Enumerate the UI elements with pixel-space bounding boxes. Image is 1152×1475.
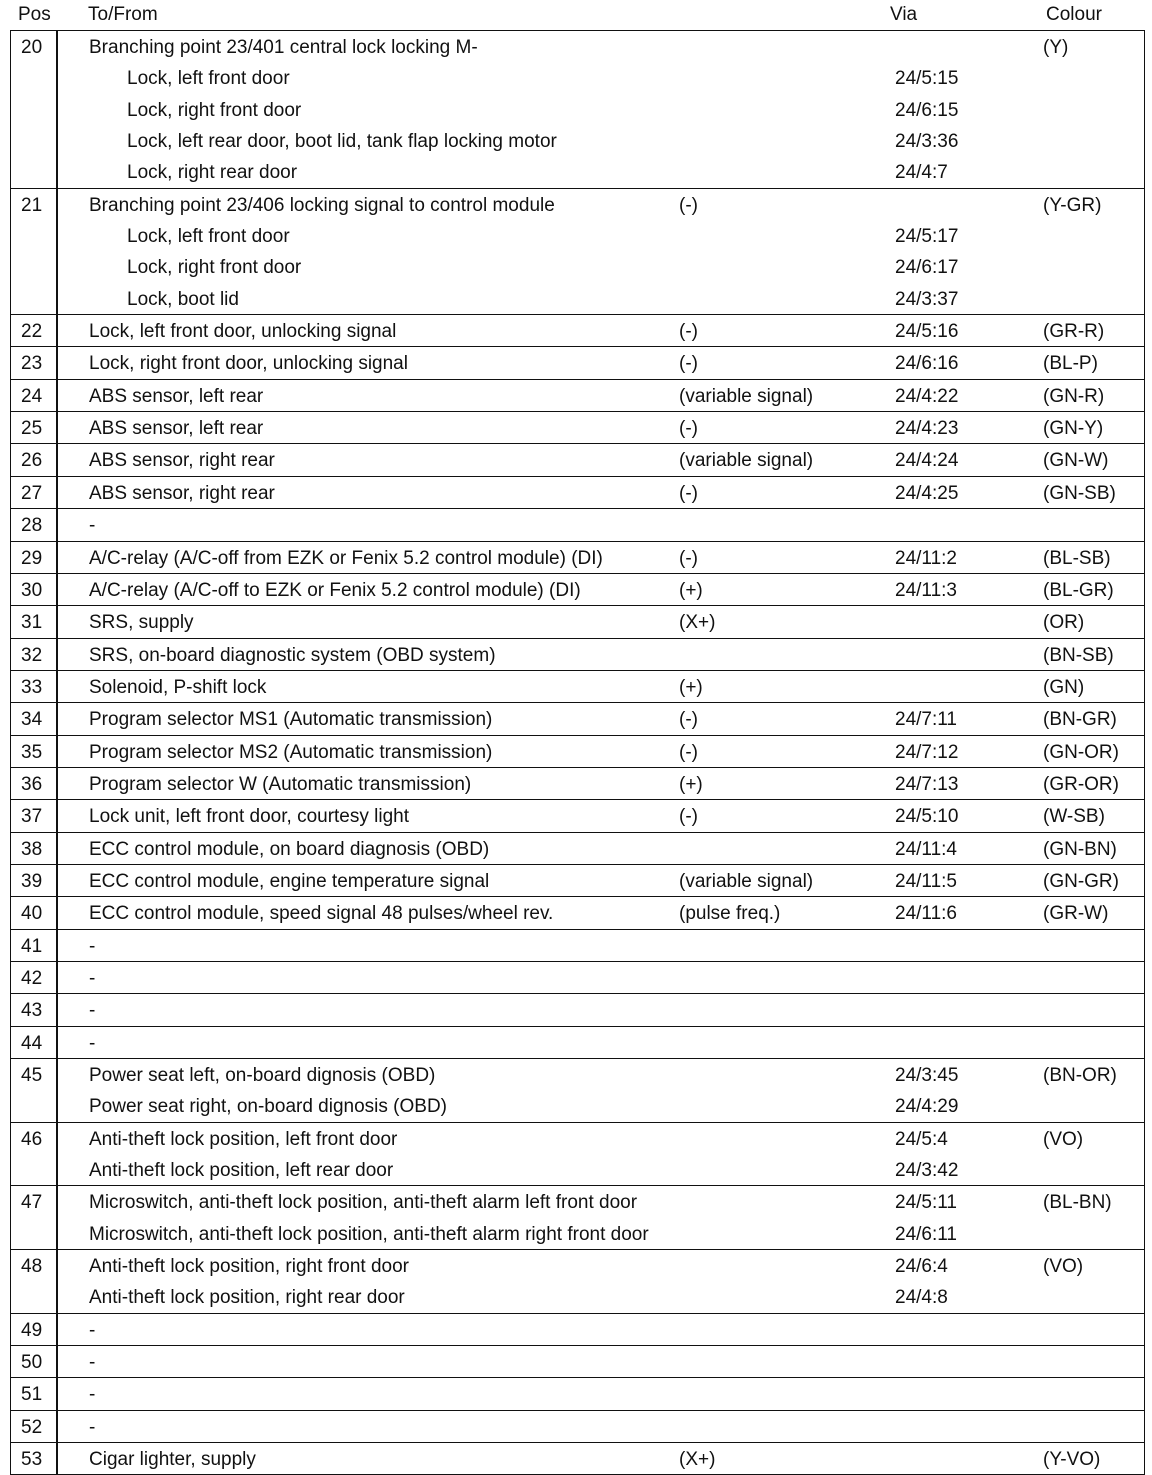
pos-cell: 43 [21,1000,43,1022]
table-row [10,477,1145,509]
row-line [11,606,1144,637]
via-cell: 24/11:3 [895,579,957,601]
table-row [10,736,1145,768]
via-cell: 24/3:36 [895,131,959,153]
row-line [11,1443,1144,1474]
table-row [10,962,1145,994]
to-from-cell: - [89,967,96,989]
signal-cell: (-) [679,741,698,763]
pos-cell: 42 [21,967,43,989]
row-line [11,671,1144,702]
table-row [10,347,1145,379]
to-from-cell: - [89,1416,96,1438]
table-row [10,542,1145,574]
table-row [10,639,1145,671]
table-row [10,1346,1145,1378]
to-from-cell: Lock, right front door [127,99,302,121]
header-to-from: To/From [88,4,158,25]
to-from-cell: Power seat left, on-board dignosis (OBD) [89,1065,436,1086]
to-from-cell: Lock, left front door, unlocking signal [89,321,397,343]
table-row [10,703,1145,735]
signal-cell: (X+) [679,612,716,634]
row-line [11,930,1144,961]
via-cell: 24/11:4 [895,838,957,860]
signal-cell: (-) [679,482,698,504]
colour-cell: (Y-GR) [1043,194,1102,216]
table-row [10,800,1145,832]
table-row [10,994,1145,1026]
colour-cell: (GN) [1043,676,1085,698]
pos-cell: 46 [21,1128,43,1150]
pos-cell: 29 [21,547,43,569]
colour-cell: (GN-SB) [1043,482,1116,504]
via-cell: 24/4:22 [895,385,959,407]
pos-cell: 33 [21,676,43,698]
colour-cell: (BL-SB) [1043,547,1111,569]
colour-cell: (GN-OR) [1043,741,1119,763]
to-from-cell: ABS sensor, left rear [89,385,264,407]
to-from-cell: Anti-theft lock position, right front door [89,1256,409,1278]
via-cell: 24/6:17 [895,257,959,279]
row-line [11,1411,1144,1442]
signal-cell: (+) [679,579,703,601]
via-cell: 24/4:7 [895,162,948,184]
to-from-cell: Lock, right front door, unlocking signal [89,353,408,375]
colour-cell: (VO) [1043,1128,1084,1150]
colour-cell: (BL-BN) [1043,1192,1112,1214]
via-cell: 24/5:16 [895,321,959,343]
pos-cell: 22 [21,321,43,343]
header-colour: Colour [1046,4,1102,25]
row-line [11,1027,1144,1058]
pos-cell: 34 [21,709,43,731]
colour-cell: (BN-OR) [1043,1065,1117,1086]
to-from-cell: - [89,1000,96,1022]
via-cell: 24/5:4 [895,1128,948,1150]
table-row [10,30,1145,189]
row-line [11,639,1144,670]
colour-cell: (Y-VO) [1043,1449,1101,1471]
pos-cell: 20 [21,37,43,58]
to-from-cell: Lock unit, left front door, courtesy light [89,806,410,828]
signal-cell: (-) [679,806,698,828]
row-line [11,1186,1144,1217]
signal-cell: (variable signal) [679,450,814,472]
table-row [10,1027,1145,1059]
row-line [11,94,1144,125]
row-line [11,897,1144,928]
row-line [11,509,1144,540]
signal-cell: (-) [679,194,698,216]
to-from-cell: ABS sensor, right rear [89,482,275,504]
to-from-cell: Lock, left front door [127,68,290,90]
row-line [11,412,1144,443]
header-via: Via [890,4,918,25]
to-from-cell: Power seat right, on-board dignosis (OBD) [89,1096,447,1118]
colour-cell: (GN-Y) [1043,418,1104,440]
via-cell: 24/11:2 [895,547,957,569]
via-cell: 24/7:13 [895,773,959,795]
pos-cell: 41 [21,935,43,957]
colour-cell: (GN-R) [1043,385,1105,407]
table-row [10,930,1145,962]
to-from-cell: - [89,935,96,957]
via-cell: 24/6:4 [895,1256,948,1278]
signal-cell: (variable signal) [679,870,814,892]
to-from-cell: - [89,515,96,537]
pos-cell: 51 [21,1384,43,1406]
row-line [11,189,1144,220]
row-line [11,62,1144,93]
via-cell: 24/5:10 [895,806,959,828]
table-row [10,671,1145,703]
pos-cell: 38 [21,838,43,860]
signal-cell: (pulse freq.) [679,903,781,925]
pos-cell: 37 [21,806,43,828]
colour-cell: (VO) [1043,1256,1084,1278]
colour-cell: (GR-R) [1043,321,1105,343]
table-row [10,189,1145,315]
colour-cell: (GR-OR) [1043,773,1119,795]
row-line [11,703,1144,734]
table-row [10,412,1145,444]
to-from-cell: - [89,1319,96,1341]
row-line [11,1346,1144,1377]
table-row [10,865,1145,897]
via-cell: 24/6:16 [895,353,959,375]
row-line [11,736,1144,767]
pos-cell: 45 [21,1065,43,1086]
via-cell: 24/4:23 [895,418,959,440]
pos-cell: 24 [21,385,43,407]
row-line [11,833,1144,864]
row-line [11,380,1144,411]
to-from-cell: - [89,1352,96,1374]
to-from-cell: Anti-theft lock position, right rear door [89,1287,405,1309]
colour-cell: (GN-GR) [1043,870,1119,892]
row-line [11,800,1144,831]
signal-cell: (+) [679,773,703,795]
table-row [10,444,1145,476]
colour-cell: (GR-W) [1043,903,1109,925]
pos-cell: 23 [21,353,43,375]
signal-cell: (-) [679,418,698,440]
via-cell: 24/4:29 [895,1096,959,1118]
row-line [11,1154,1144,1185]
table-row [10,1186,1145,1250]
row-line [11,1378,1144,1409]
signal-cell: (+) [679,676,703,698]
pos-cell: 36 [21,773,43,795]
pos-cell: 53 [21,1449,43,1471]
signal-cell: (-) [679,353,698,375]
row-line [11,1218,1144,1249]
to-from-cell: Anti-theft lock position, left front door [89,1128,398,1150]
signal-cell: (-) [679,321,698,343]
pos-cell: 39 [21,870,43,892]
to-from-cell: Program selector MS1 (Automatic transmission) [89,709,493,731]
pos-cell: 52 [21,1416,43,1438]
row-line [11,962,1144,993]
signal-cell: (X+) [679,1449,716,1471]
via-cell: 24/11:6 [895,903,957,925]
to-from-cell: Cigar lighter, supply [89,1449,256,1471]
to-from-cell: Microswitch, anti-theft lock position, anti-theft alarm left front door [89,1192,638,1214]
to-from-cell: Program selector W (Automatic transmission) [89,773,472,795]
via-cell: 24/6:11 [895,1223,957,1245]
pos-cell: 50 [21,1352,43,1374]
to-from-cell: ABS sensor, right rear [89,450,275,472]
to-from-cell: SRS, on-board diagnostic system (OBD system) [89,644,496,666]
pos-cell: 31 [21,612,43,634]
via-cell: 24/3:42 [895,1160,959,1182]
row-line [11,768,1144,799]
to-from-cell: Microswitch, anti-theft lock position, anti-theft alarm right front door [89,1223,649,1245]
table-row [10,897,1145,929]
row-line [11,477,1144,508]
colour-cell: (Y) [1043,37,1069,58]
via-cell: 24/3:37 [895,288,959,310]
row-line [11,347,1144,378]
via-cell: 24/5:15 [895,68,959,90]
pos-cell: 26 [21,450,43,472]
row-line [11,31,1144,62]
table-row [10,1443,1145,1475]
table-row [10,606,1145,638]
pos-cell: 40 [21,903,43,925]
via-cell: 24/4:8 [895,1287,948,1309]
colour-cell: (W-SB) [1043,806,1105,828]
to-from-cell: SRS, supply [89,612,194,634]
colour-cell: (BL-GR) [1043,579,1114,601]
pos-cell: 21 [21,194,43,216]
to-from-cell: Anti-theft lock position, left rear door [89,1160,394,1182]
table-row [10,1411,1145,1443]
row-line [11,865,1144,896]
row-line [11,1090,1144,1121]
table-row [10,1314,1145,1346]
to-from-cell: ABS sensor, left rear [89,418,264,440]
colour-cell: (BN-GR) [1043,709,1117,731]
table-row [10,574,1145,606]
row-line [11,1059,1144,1090]
to-from-cell: ECC control module, speed signal 48 pulses/wheel rev. [89,903,554,925]
row-line [11,251,1144,282]
to-from-cell: - [89,1384,96,1406]
to-from-cell: Solenoid, P-shift lock [89,676,267,698]
pos-cell: 30 [21,579,43,601]
colour-cell: (OR) [1043,612,1085,634]
row-line [11,444,1144,475]
to-from-cell: Lock, right front door [127,257,302,279]
to-from-cell: Lock, left front door [127,226,290,248]
signal-cell: (variable signal) [679,385,814,407]
via-cell: 24/4:25 [895,482,959,504]
header-pos: Pos [18,4,51,25]
colour-cell: (BL-P) [1043,353,1098,375]
via-cell: 24/4:24 [895,450,959,472]
signal-cell: (-) [679,547,698,569]
row-line [11,156,1144,187]
to-from-cell: Program selector MS2 (Automatic transmission) [89,741,493,763]
pos-cell: 28 [21,515,43,537]
to-from-cell: ECC control module, on board diagnosis (OBD) [89,838,490,860]
via-cell: 24/6:15 [895,99,959,121]
table-row [10,833,1145,865]
pos-cell: 48 [21,1256,43,1278]
to-from-cell: Branching point 23/406 locking signal to control module [89,194,555,216]
signal-cell: (-) [679,709,698,731]
to-from-cell: Lock, left rear door, boot lid, tank flap locking motor [127,131,557,153]
to-from-cell: Lock, right rear door [127,162,298,184]
via-cell: 24/11:5 [895,870,957,892]
row-line [11,542,1144,573]
row-line [11,283,1144,314]
pos-cell: 27 [21,482,43,504]
colour-cell: (GN-BN) [1043,838,1117,860]
row-line [11,1123,1144,1154]
table-row [10,315,1145,347]
table-row [10,768,1145,800]
pos-cell: 35 [21,741,43,763]
via-cell: 24/5:11 [895,1192,957,1214]
to-from-cell: Branching point 23/401 central lock locking M- [89,37,478,58]
to-from-cell: - [89,1032,96,1054]
to-from-cell: ECC control module, engine temperature signal [89,870,490,892]
table-row [10,1059,1145,1123]
via-cell: 24/3:45 [895,1065,959,1086]
row-line [11,1314,1144,1345]
to-from-cell: A/C-relay (A/C-off to EZK or Fenix 5.2 control module) (DI) [89,579,581,601]
via-cell: 24/7:12 [895,741,959,763]
pos-cell: 47 [21,1192,43,1214]
row-line [11,574,1144,605]
row-line [11,1250,1144,1281]
row-line [11,315,1144,346]
wiring-table [10,30,1145,1475]
pos-cell: 25 [21,418,43,440]
pos-cell: 44 [21,1032,43,1054]
colour-cell: (GN-W) [1043,450,1109,472]
row-line [11,125,1144,156]
table-row [10,380,1145,412]
table-row [10,509,1145,541]
pos-cell: 49 [21,1319,43,1341]
row-line [11,220,1144,251]
table-row [10,1378,1145,1410]
row-line [11,1281,1144,1312]
table-row [10,1123,1145,1187]
row-line [11,994,1144,1025]
table-header [0,0,1152,30]
table-row [10,1250,1145,1314]
to-from-cell: A/C-relay (A/C-off from EZK or Fenix 5.2 control module) (DI) [89,547,603,569]
colour-cell: (BN-SB) [1043,644,1114,666]
via-cell: 24/7:11 [895,709,957,731]
to-from-cell: Lock, boot lid [127,288,239,310]
via-cell: 24/5:17 [895,226,959,248]
pos-cell: 32 [21,644,43,666]
